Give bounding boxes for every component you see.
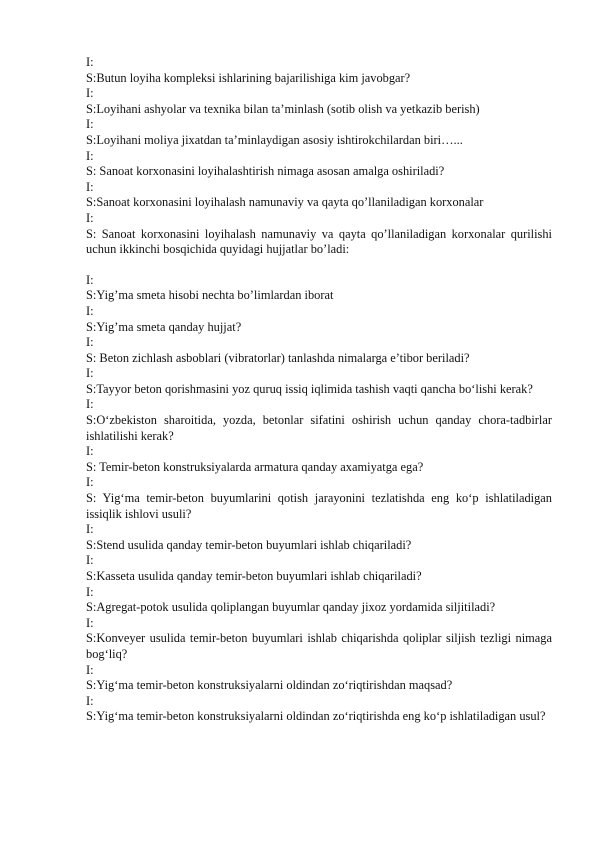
question-item-11 — [86, 397, 552, 444]
question-item-14 — [86, 522, 552, 553]
question-marker: I: — [86, 55, 94, 69]
question-item-4 — [86, 149, 552, 180]
question-item-6 — [86, 211, 552, 258]
question-item-7 — [86, 273, 552, 304]
question-text: S:Loyihani moliya jixatdan ta’minlaydigan asosiy ishtirokchilardan biri…... — [86, 132, 463, 147]
question-text: S:Sanoat korxonasini loyihalash namunaviy va qayta qo’llaniladigan korxonalar — [86, 195, 484, 210]
document-page — [86, 55, 552, 725]
question-item-3 — [86, 117, 552, 148]
question-marker: I: — [86, 179, 94, 194]
question-text: S:Loyihani ashyolar va texnika bilan ta’minlash (sotib olish va yetkazib berish) — [86, 101, 480, 116]
question-text: S: Sanoat korxonasini loyihalash namunaviy va qayta qo’llaniladigan korxonalar qurilishi uchun ikkinchi bosqichida quyidagi hujjatlar bo’ladi: — [86, 226, 552, 257]
question-marker: I: — [86, 148, 94, 163]
question-marker: I: — [86, 522, 94, 537]
question-text: S:Yig‘ma temir-beton konstruksiyalarni oldindan zo‘riqtirishdan maqsad? — [86, 678, 453, 693]
question-marker: I: — [86, 584, 94, 599]
question-item-5 — [86, 180, 552, 211]
question-text: S:Konveyer usulida temir-beton buyumlari ishlab chiqarishda qoliplar siljish tezligi nimaga bog‘liq? — [86, 631, 552, 661]
question-marker: I: — [86, 662, 94, 677]
question-item-13 — [86, 475, 552, 522]
question-text: S:Agregat-potok usulida qoliplangan buyumlar qanday jixoz yordamida siljitiladi? — [86, 600, 496, 615]
question-marker: I: — [86, 117, 94, 132]
question-marker: I: — [86, 335, 94, 350]
question-item-12 — [86, 444, 552, 475]
question-item-9 — [86, 335, 552, 366]
paragraph-gap — [86, 258, 552, 273]
question-marker: I: — [86, 693, 94, 708]
question-marker: I: — [86, 86, 94, 101]
question-item-19 — [86, 694, 552, 725]
question-marker: I: — [86, 615, 94, 630]
question-text: S:O‘zbekiston sharoitida, yozda, betonlar sifatini oshirish uchun qanday chora-tadbirlar ishlatilishi kerak? — [86, 413, 552, 443]
question-marker: I: — [86, 397, 94, 412]
question-text: S:Yig‘ma temir-beton konstruksiyalarni oldindan zo‘riqtirishda eng ko‘p ishlatiladigan usul? — [86, 709, 546, 724]
question-item-15 — [86, 553, 552, 584]
question-text: S:Yig’ma smeta qanday hujjat? — [86, 319, 242, 334]
question-marker: I: — [86, 366, 94, 381]
question-item-10 — [86, 366, 552, 397]
question-marker: I: — [86, 272, 94, 287]
question-text: S:Yig’ma smeta hisobi nechta bo’limlardan iborat — [86, 288, 334, 303]
question-text: S: Sanoat korxonasini loyihalashtirish nimaga asosan amalga oshiriladi? — [86, 164, 445, 179]
question-marker: I: — [86, 475, 94, 490]
question-text: S: Yig‘ma temir-beton buyumlarini qotish jarayonini tezlatishda eng ko‘p ishlatiladigan issiqlik ishlovi usuli? — [86, 491, 552, 521]
question-text: S: Beton zichlash asboblari (vibratorlar) tanlashda nimalarga e’tibor beriladi? — [86, 350, 470, 365]
question-text: S:Butun loyiha kompleksi ishlarining bajarilishiga kim javobgar? — [86, 70, 411, 85]
question-item-17 — [86, 616, 552, 663]
question-marker: I: — [86, 553, 94, 568]
question-item-1 — [86, 55, 552, 86]
question-item-8 — [86, 304, 552, 335]
question-marker: I: — [86, 210, 94, 225]
question-item-18 — [86, 663, 552, 694]
question-text: S:Tayyor beton qorishmasini yoz quruq issiq iqlimida tashish vaqti qancha bo‘lishi kerak? — [86, 381, 533, 396]
question-text: S: Temir-beton konstruksiyalarda armatura qanday axamiyatga ega? — [86, 459, 424, 474]
question-marker: I: — [86, 303, 94, 318]
question-item-16 — [86, 585, 552, 616]
question-marker: I: — [86, 444, 94, 459]
question-item-2 — [86, 86, 552, 117]
question-text: S:Kasseta usulida qanday temir-beton buyumlari ishlab chiqariladi? — [86, 569, 422, 583]
question-text: S:Stend usulida qanday temir-beton buyumlari ishlab chiqariladi? — [86, 537, 412, 552]
